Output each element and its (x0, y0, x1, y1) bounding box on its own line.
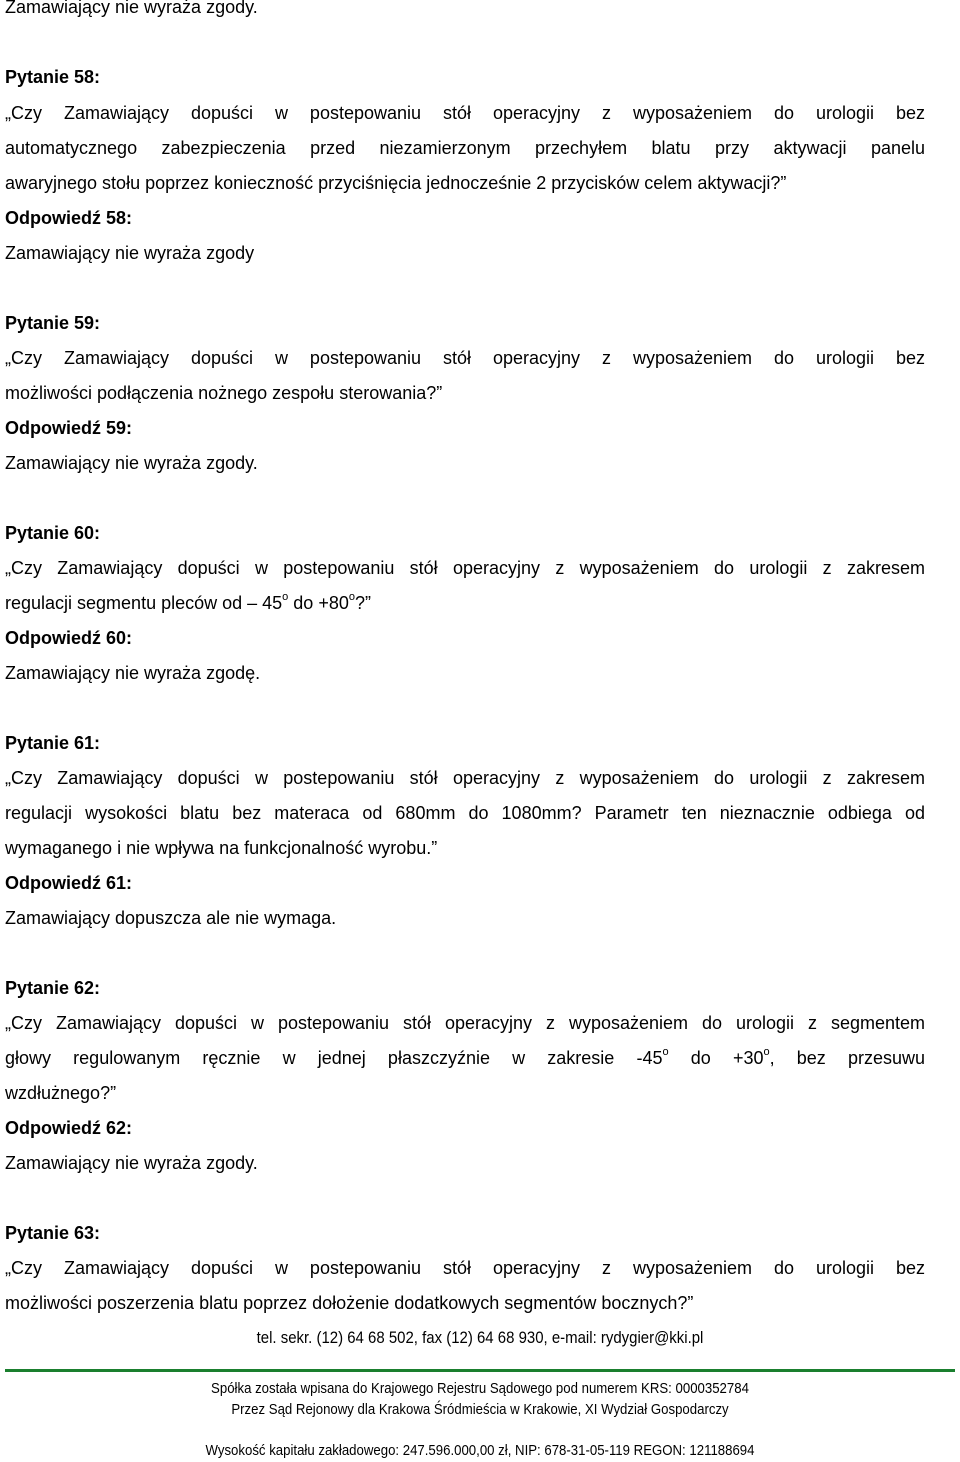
question-62-line-2: głowy regulowanym ręcznie w jednej płaszczyźnie w zakresie -45$^o$ do $+30^o$, bez przesuwu (5, 1046, 926, 1068)
question-62-line-3: wzdłużnego?” (5, 1083, 117, 1103)
question-59-label: Pytanie 59: (5, 313, 101, 333)
question-61-label: Pytanie 61: (5, 733, 101, 753)
question-58-line-3: awaryjnego stołu poprzez konieczność przyciśnięcia jednocześnie 2 przycisków celem aktywacji?” (5, 173, 787, 193)
previous-answer-text: Zamawiający nie wyraża zgody. (5, 0, 258, 17)
question-58-line-1: „Czy Zamawiający dopuści w postepowaniu stół operacyjny z wyposażeniem do urologii bez (5, 103, 925, 123)
answer-60-label: Odpowiedź 60: (5, 628, 133, 648)
answer-59-text: Zamawiający nie wyraża zgody. (5, 453, 258, 473)
answer-61-label: Odpowiedź 61: (5, 873, 133, 893)
question-59-line-1: „Czy Zamawiający dopuści w postepowaniu stół operacyjny z wyposażeniem do urologii bez (5, 348, 925, 368)
answer-62-label: Odpowiedź 62: (5, 1118, 133, 1138)
answer-58-text: Zamawiający nie wyraża zgody (5, 243, 255, 263)
question-62-line-1: „Czy Zamawiający dopuści w postepowaniu stół operacyjny z wyposażeniem do urologii z segmentem (5, 1013, 925, 1033)
question-60-label: Pytanie 60: (5, 523, 101, 543)
question-63-label: Pytanie 63: (5, 1223, 101, 1243)
footer-capital-line: Wysokość kapitału zakładowego: 247.596.000,00 zł, NIP: 678-31-05-119 REGON: 121188694 (205, 1442, 755, 1459)
answer-60-text: Zamawiający nie wyraża zgodę. (5, 663, 261, 683)
question-60-line-2: regulacji segmentu pleców od – 45$^o$ do $+80^o$?” (5, 591, 371, 613)
question-61-line-2: regulacji wysokości blatu bez materaca od 680mm do 1080mm? Parametr ten nieznacznie odbiega od (5, 803, 925, 823)
question-63-line-1: „Czy Zamawiający dopuści w postepowaniu stół operacyjny z wyposażeniem do urologii bez (5, 1258, 925, 1278)
footer-contact: tel. sekr. (12) 64 68 502, fax (12) 64 68 930, e-mail: rydygier@kki.pl (256, 1328, 704, 1347)
question-58-label: Pytanie 58: (5, 67, 101, 87)
answer-58-label: Odpowiedź 58: (5, 208, 133, 228)
question-62-label: Pytanie 62: (5, 978, 101, 998)
footer-divider (5, 1369, 955, 1372)
question-63-line-2: możliwości poszerzenia blatu poprzez dołożenie dodatkowych segmentów bocznych?” (5, 1293, 694, 1313)
question-61-line-3: wymaganego i nie wpływa na funkcjonalność wyrobu.” (5, 838, 438, 858)
question-59-line-2: możliwości podłączenia nożnego zespołu sterowania?” (5, 383, 443, 403)
answer-61-text: Zamawiający dopuszcza ale nie wymaga. (5, 908, 337, 928)
footer-registry-line-1: Spółka została wpisana do Krajowego Rejestru Sądowego pod numerem KRS: 0000352784 (211, 1380, 749, 1397)
question-58-line-2: automatycznego zabezpieczenia przed niezamierzonym przechyłem blatu przy aktywacji panelu (5, 138, 925, 158)
footer-registry-line-2: Przez Sąd Rejonowy dla Krakowa Śródmieścia w Krakowie, XI Wydział Gospodarczy (231, 1401, 729, 1418)
question-60-line-1: „Czy Zamawiający dopuści w postepowaniu stół operacyjny z wyposażeniem do urologii z zakresem (5, 558, 925, 578)
question-61-line-1: „Czy Zamawiający dopuści w postepowaniu stół operacyjny z wyposażeniem do urologii z zakresem (5, 768, 925, 788)
answer-59-label: Odpowiedź 59: (5, 418, 133, 438)
answer-62-text: Zamawiający nie wyraża zgody. (5, 1153, 258, 1173)
